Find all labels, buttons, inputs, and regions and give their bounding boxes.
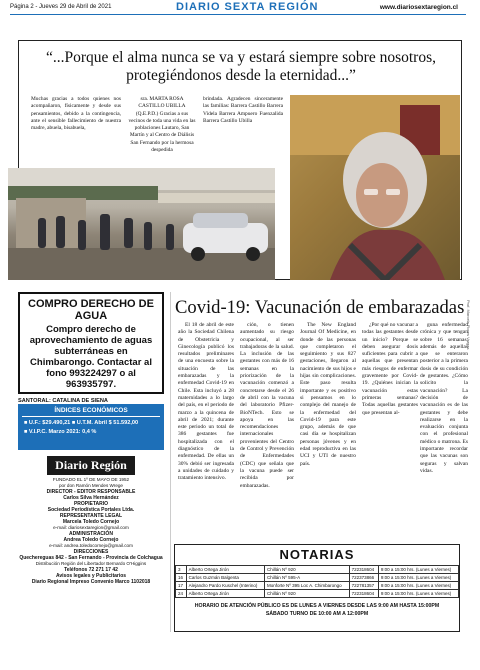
article-col-4 xyxy=(362,322,418,418)
indices-row-1: ■ U.F.: $29.490,21 ■ U.T.M. Abril $ 51.592,00 xyxy=(24,420,139,426)
header-rule xyxy=(10,14,466,15)
article-text: El 18 de abril de este año la Sociedad Chilena de Obstetricia y Ginecología publicó los resultados preliminares de una encuesta sobre la situación de las embarazadas y la enfermedad Covid-19 en Chile. Esta incluyó a 28 maternidades a lo largo del país, en el periodo de marzo a la quincena de abril de 2021; durante este periodo un total de 386 gestantes fue hospitalizada con el diagnóstico de la enfermedad. De ellas un 30% debió ser ingresada a unidades de cuidado y tratamiento intensivo. xyxy=(178,322,234,482)
table-cell: 9:00 a 15:00 hrs. (Lunes a Viernes) xyxy=(378,582,458,590)
imprint-addr-label: DIRECCIONES xyxy=(73,549,109,555)
santoral: SANTORAL: CATALINA DE SIENA xyxy=(18,398,108,404)
imprint-agreement: Diario Regional Impreso Convenio Marco 1102018 xyxy=(31,579,151,585)
imprint-admin-label: ADMINISTRACIÓN xyxy=(69,531,113,537)
table-cell: 722318604 xyxy=(349,566,378,574)
article-headline: Covid-19: Vacunación de embarazadas xyxy=(175,297,465,318)
economic-indices xyxy=(18,404,164,450)
table-cell: 722373866 xyxy=(349,574,378,582)
article-col-2 xyxy=(240,322,294,491)
indices-title: ÍNDICES ECONÓMICOS xyxy=(22,404,160,417)
imprint xyxy=(18,456,164,585)
table-row xyxy=(176,590,459,598)
table-row xyxy=(176,566,459,574)
website-link[interactable]: www.diariosextaregion.cl xyxy=(379,4,458,11)
ad-title: COMPRO DERECHO DE AGUA xyxy=(28,298,154,322)
table-cell: Carlos Guzmán Balgenta xyxy=(186,574,264,582)
street-photo xyxy=(8,168,275,280)
notarias-hours: HORARIO DE ATENCIÓN PÚBLICO ES DE LUNES A VIERNES DESDE LAS 9:00 AM HASTA 15:00PM xyxy=(194,603,440,609)
table-cell: 9:00 a 15:00 hrs. (Lunes a Viernes) xyxy=(378,574,458,582)
notarias-table xyxy=(175,565,459,598)
table-cell: Chillán Nº 595-A xyxy=(264,574,349,582)
table-row xyxy=(176,574,459,582)
imprint-owner: Sociedad Periodística Portales Ltda. xyxy=(47,507,135,513)
imprint-admin-mail[interactable]: e-mail: andrea.toledocornejo@gmail.com xyxy=(49,543,133,548)
imprint-rep-label: REPRESENTANTE LEGAL xyxy=(59,513,123,519)
article-col-3 xyxy=(300,322,356,469)
notarias-box xyxy=(174,544,460,632)
table-cell: 9:00 a 15:00 hrs. (Lunes a Viernes) xyxy=(378,566,458,574)
imprint-rep: Marcela Toledo Cornejo xyxy=(62,519,120,525)
article-text: ¿Por qué no vacunar a todas las gestantes desde un inicio? Porque se deben asegurar dosis suficientes para cubrir a aquellas que presentan más riesgos de enfermar gravemente por Covid-19. ¿Quiénes inician la vacunación estas primeras semanas? Todas aquellas gestantes que presentan al- xyxy=(362,322,418,416)
imprint-admin: Andrea Toledo Cornejo xyxy=(63,537,119,543)
water-rights-ad xyxy=(18,292,164,394)
article-text: ción, o tienen aumentado su riesgo ocupacional, al ser trabajadoras de la salud. La inclusión de las gestantes con más de 16 semanas en la priorización de la vacunación comenzó a concretarse desde el 26 de abril con la vacuna del laboratorio Pfizer-BioNTech. Esto se apoya en las recomendaciones internacionales provenientes del Centro de Control y Prevención de Enfermedades (CDC) que señala que la vacuna puede ser recibida por embarazadas. xyxy=(240,322,294,489)
imprint-director: Carlos Silva Hernández xyxy=(63,495,119,501)
notarias-saturday: SÁBADO TURNO DE 10:00 AM A 12:00PM xyxy=(265,611,369,617)
imprint-phone: Teléfonos 72 271 17 42 xyxy=(64,567,118,573)
table-cell: Monforte Nº 395 Loc A. Chimbarongo xyxy=(264,582,349,590)
table-cell: Chillán Nº 920 xyxy=(264,566,349,574)
imprint-notices: Avisos legales y Publicitarios xyxy=(55,573,127,579)
table-cell: 9:00 a 15:00 hrs. (Lunes a Viernes) xyxy=(378,590,458,598)
table-cell: Alejandro Pardo Kuschel (Interino) xyxy=(186,582,264,590)
table-cell: 722781357 xyxy=(349,582,378,590)
page-header xyxy=(0,0,480,32)
table-cell: Alberto Ortega Jirón xyxy=(186,566,264,574)
obituary-quote: “...Porque el alma nunca se va y estará siempre sobre nosotros, protegiéndonos desde la eternidad...” xyxy=(46,49,436,84)
obituary-col-2: sra. MARTA ROSA CASTILLO UBILLA (Q.E.P.D.) Gracias a sus vecinos de toda una vida en las poblaciones Lautaro, San Martín y al Centro de Diálisis San Fernando por la hermosa despedida xyxy=(128,96,196,154)
article-text: guna enfermedad crónica y que tengan sobre 16 semanas, además de aquellas que se enteraron posterior a la primera dosis de su condición de gestantes. ¿Cómo solicito la vacunación? La decisión de vacunación es de las gestantes y debe realizarse en la evaluación conjunta con el profesional médico o matrona. Es importante recordar que las vacunas son seguras y salvan vidas. xyxy=(420,322,468,474)
imprint-owner-label: PROPIETARIO xyxy=(73,501,109,507)
masthead-title: DIARIO SEXTA REGIÓN xyxy=(176,1,319,13)
table-cell: Chillán Nº 920 xyxy=(264,590,349,598)
article-col-5 xyxy=(420,322,468,476)
newspaper-logo: Diario Región xyxy=(47,456,135,475)
imprint-director-label: DIRECTOR - EDITOR RESPONSABLE xyxy=(46,489,136,495)
indices-row-2: ■ V.I.P.C. Marzo 2021: 0,4 % xyxy=(24,429,97,435)
article-text: The New England Journal Of Medicine, en donde de las personas que completaron el seguimiento y sus 827 gestaciones, llegaron al nacimiento de sus hijos e hijas sin complicaciones. Este paso resulta importante y es positivo si pensamos en lo complejo del manejo de la enfermedad del Covid-19 para este grupo, además de que casi día se hospitalizan personas jóvenes y en edad reproductiva en las UCI y UTI de nuestro país. xyxy=(300,322,356,467)
obituary-col-1: Muchas gracias a todos quienes nos acompañaron, físicamente y desde sus pensamientos, debido a la contingencia, ante el sensible fallecimiento de nuestra madre, abuela, bisabuela, xyxy=(31,96,121,132)
page-info: Página 2 - Jueves 29 de Abril de 2021 xyxy=(10,4,112,10)
obituary-col-3: brindada. Agradecen sinceramente las familias: Barrera Castillo Barrera Videla Barrera Ampuero Fuenzalida Barrera Castillo Ubilla xyxy=(203,96,283,124)
imprint-addr2: Distribución Región del Libertador Bernardo O'Higgins xyxy=(35,561,147,566)
ad-body: Compro derecho de aprovechamiento de aguas subterráneas en Chimbarongo. Contactar al fono 993224297 o al 963935797. xyxy=(29,324,153,390)
notarias-title: NOTARIAS xyxy=(279,547,355,562)
article-col-1 xyxy=(178,322,234,484)
table-cell: 16 xyxy=(176,574,187,582)
table-cell: 3 xyxy=(176,566,187,574)
imprint-rep-mail[interactable]: e-mail: diariosextaregion@gmail.com xyxy=(53,525,129,530)
table-cell: 722318604 xyxy=(349,590,378,598)
table-cell: Alberto Ortega Jirón xyxy=(186,590,264,598)
imprint-founded: FUNDADO EL 1º DE MAYO DE 1952 xyxy=(52,477,130,482)
author-sideline: Prof. Marcela Flores Vargas xyxy=(466,300,471,350)
table-row xyxy=(176,582,459,590)
column-divider xyxy=(170,292,171,632)
imprint-addr: Quechereguas 842 - San Fernando - Provincia de Colchagua xyxy=(19,555,163,561)
table-cell: 17 xyxy=(176,582,187,590)
imprint-founder: por don Ramón Mendes Wrege xyxy=(58,483,123,488)
table-cell: 24 xyxy=(176,590,187,598)
portrait-photo xyxy=(290,95,460,280)
